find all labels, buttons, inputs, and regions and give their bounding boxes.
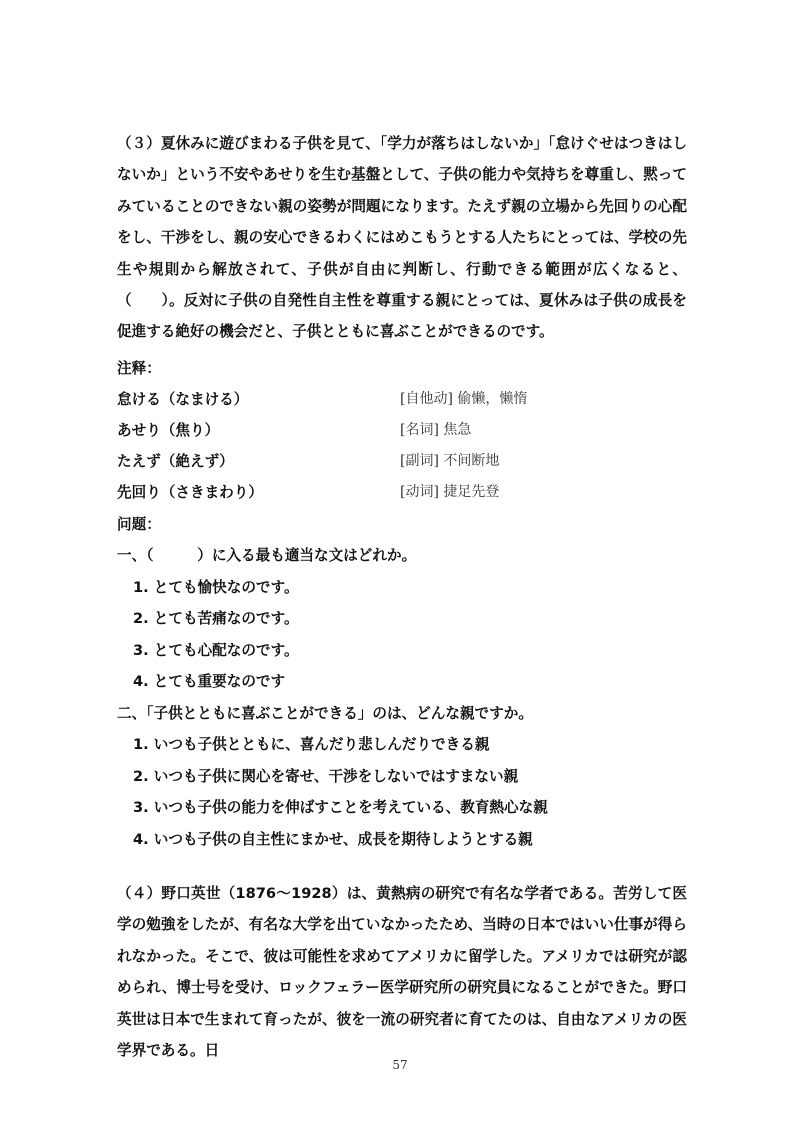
vocab-word: 先回り（さきまわり） <box>117 484 263 501</box>
question-2-option: 3. いつも子供の能力を伸ばすことを考えている、教育熱心な親 <box>133 799 548 816</box>
vocab-word: あせり（焦り） <box>117 422 220 439</box>
question-2-option: 1. いつも子供とともに、喜んだり悲しんだりできる親 <box>133 736 490 753</box>
question-2-option: 2. いつも子供に関心を寄せ、干渉をしないではすまない親 <box>133 768 519 785</box>
questions-label: 问题： <box>117 516 161 533</box>
passage-4-paragraph: （４）野口英世（1876～1928）は、黄熱病の研究で有名な学者である。苦労して医学の勉強をしたが、有名な大学を出ていなかったため、当時の日本ではいい仕事が得られなかった。そこで、彼は可能性を求めてアメリカに留学した。アメリカでは研究が認められ、博士号を受け、ロックフェラー医学研究所の研究員になることができた。野口英世は日本で生まれて育ったが、彼を一流の研究者に育てたのは、自由なアメリカの医学界である。日 <box>117 885 687 1060</box>
question-1-stem: 一、（ ）に入る最も適当な文はどれか。 <box>117 547 417 564</box>
vocab-row <box>117 419 587 441</box>
vocab-word: 怠ける（なまける） <box>117 391 249 408</box>
page-number: 57 <box>392 1058 408 1072</box>
vocab-word: たえず（絶えず） <box>117 453 234 470</box>
vocab-row <box>117 388 587 410</box>
question-2-stem: 二、「子供とともに喜ぶことができる」のは、どんな親ですか。 <box>117 705 533 722</box>
vocab-meaning: [动词] 捷足先登 <box>400 484 500 500</box>
question-1-option: 1. とても愉快なのです。 <box>133 579 299 596</box>
question-1-option: 4. とても重要なのです <box>133 673 286 690</box>
question-1-option: 2. とても苦痛なのです。 <box>133 610 299 627</box>
passage-3-paragraph: （３）夏休みに遊びまわる子供を見て、「学力が落ちはしないか」「怠けぐせはつきはしないか」という不安やあせりを生む基盤として、子供の能力や気持ちを尊重し、黙ってみていることのできない親の姿勢が問題になります。たえず親の立場から先回りの心配をし、干渉をし、親の安心できるわくにはめこもうとする人たちにとっては、学校の先生や規則から解放されて、子供が自由に判断し、行動できる範囲が広くなると、（ ）。反対に子供の自発性自主性を尊重する親にとっては、夏休みは子供の成長を促進する絶好の機会だと、子供とともに喜ぶことができるのです。 <box>117 135 687 341</box>
vocab-meaning: [自他动] 偷懒，懒惰 <box>400 391 528 407</box>
vocab-meaning: [副词] 不间断地 <box>400 453 500 469</box>
vocab-row <box>117 481 587 503</box>
notes-label: 注释： <box>117 360 161 377</box>
vocab-meaning: [名词] 焦急 <box>400 422 472 438</box>
question-2-option: 4. いつも子供の自主性にまかせ、成長を期待しようとする親 <box>133 831 533 848</box>
vocab-row <box>117 450 587 472</box>
question-1-option: 3. とても心配なのです。 <box>133 642 299 659</box>
